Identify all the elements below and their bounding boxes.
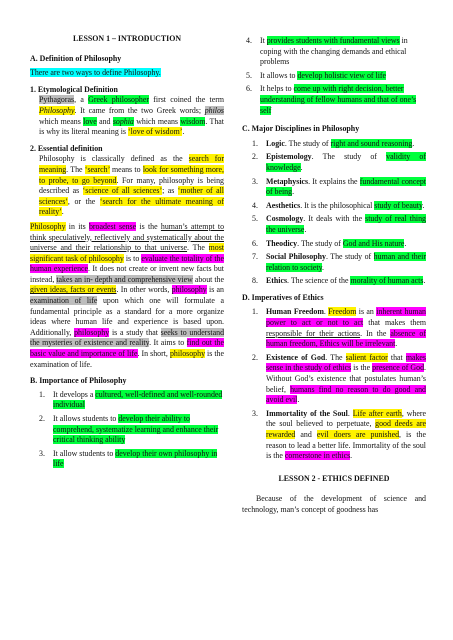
list-item: 3. Metaphysics. It explains the fundamental concept of being.: [252, 176, 426, 197]
list-item: 6. It helps to come up with right decision, better understanding of fellow humans and that of one’s self: [246, 84, 417, 115]
lesson2-title: LESSON 2 - ETHICS DEFINED: [278, 473, 390, 483]
section-a-heading: A. Definition of Philosophy: [30, 53, 122, 63]
list-item: 3. It allow students to develop their own philosophy in life: [39, 448, 218, 469]
imperatives-list: [242, 307, 426, 461]
essential-heading: 2. Essential definition: [30, 143, 103, 153]
section-c-heading: C. Major Disciplines in Philosophy: [242, 124, 360, 134]
importance-list-right: [242, 36, 426, 116]
list-item: 1. Logic. The study of right and sound reasoning.: [252, 138, 415, 148]
list-item: 5. It allows to develop holistic view of life: [246, 70, 387, 80]
list-item: 4. It provides students with fundamental views in coping with the changing demands and ethical problems: [246, 36, 408, 67]
list-item: 1. It develops a cultured, well-defined and well-rounded individual: [39, 389, 223, 410]
list-item: 3. Immortality of the Soul. Life after earth, where the soul believed to perpetuate, good deeds are rewarded and evil doers are punished, is the reason to lead a better life. Immortality of the soul is the cornerstone in ethics.: [252, 408, 426, 461]
section-b-heading: B. Importance of Philosophy: [30, 376, 127, 386]
section-a-intro: There are two ways to define Philosophy.: [30, 68, 161, 78]
importance-list-left: [30, 390, 224, 470]
list-item: 1. Human Freedom. Freedom is an inherent human power to act or not to act that makes them responsible for their actions. In the absence of human freedom, Ethics will be irrelevant.: [252, 307, 426, 349]
lesson1-title: LESSON 1 – INTRODUCTION: [72, 34, 182, 43]
list-item: 8. Ethics. The science of the morality of human acts.: [252, 276, 426, 286]
lesson2-intro: Because of the development of science and technology, man’s concept of goodness has: [242, 494, 426, 514]
left-column: [30, 34, 224, 470]
list-item: 6. Theodicy. The study of God and His nature.: [252, 238, 407, 248]
disciplines-list: [242, 139, 426, 287]
etymological-text: Pythagoras, a Greek philosopher first coined the term Philosophy. It came from the two Greek words; philos which means love and sophia which means wisdom. That is why its literal meaning is ‘love of wisdom’.: [39, 95, 225, 137]
etymological-heading: 1. Etymological Definition: [30, 84, 118, 94]
right-column: [242, 36, 426, 516]
list-item: 2. Epistemology. The study of validity of knowledge.: [252, 152, 426, 172]
list-item: 2. Existence of God. The salient factor that makes sense in the study of ethics is the presence of God. Without God’s existence that postulates human’s belief, humans find no reason to do good and avoid evil.: [252, 352, 427, 405]
essential-text: Philosophy is classically defined as the search for meaning. The ‘search’ means to look for something more, to probe, to go beyond. For many, philosophy is being described as ‘science of all sciences’; as ‘mother of all sciences’, or the ‘search for the ultimate meaning of reality’.: [39, 154, 224, 217]
list-item: 7. Social Philosophy. The study of human and their relation to society.: [252, 252, 426, 272]
list-item: 5. Cosmology. It deals with the study of real thing the universe.: [252, 214, 426, 234]
philosophy-paragraph: Philosophy in its broadest sense is the human’s attempt to think speculatively, reflectively and systematically about the universe and their relationship to that universe. The most significant task of philosophy is to evaluate the totality of the human experience. It does not create or invent new facts but instead, takes an in- depth and comprehensive view about the given ideas, facts or events. In other words, philosophy is an examination of life upon which one will formulate a fundamental principle as a standard for a more organize ideas where human life and experience is based upon. Additionally, philosophy is a study that seeks to understand the mysteries of existence and reality. It aims to find out the basic value and importance of life. In short, philosophy is the examination of life.: [30, 221, 225, 369]
section-d-heading: D. Imperatives of Ethics: [242, 292, 324, 302]
list-item: 2. It allows students to develop their ability to comprehend, systematize learning and enhance their critical thinking ability: [39, 414, 219, 445]
list-item: 4. Aesthetics. It is the philosophical study of beauty.: [252, 200, 425, 210]
